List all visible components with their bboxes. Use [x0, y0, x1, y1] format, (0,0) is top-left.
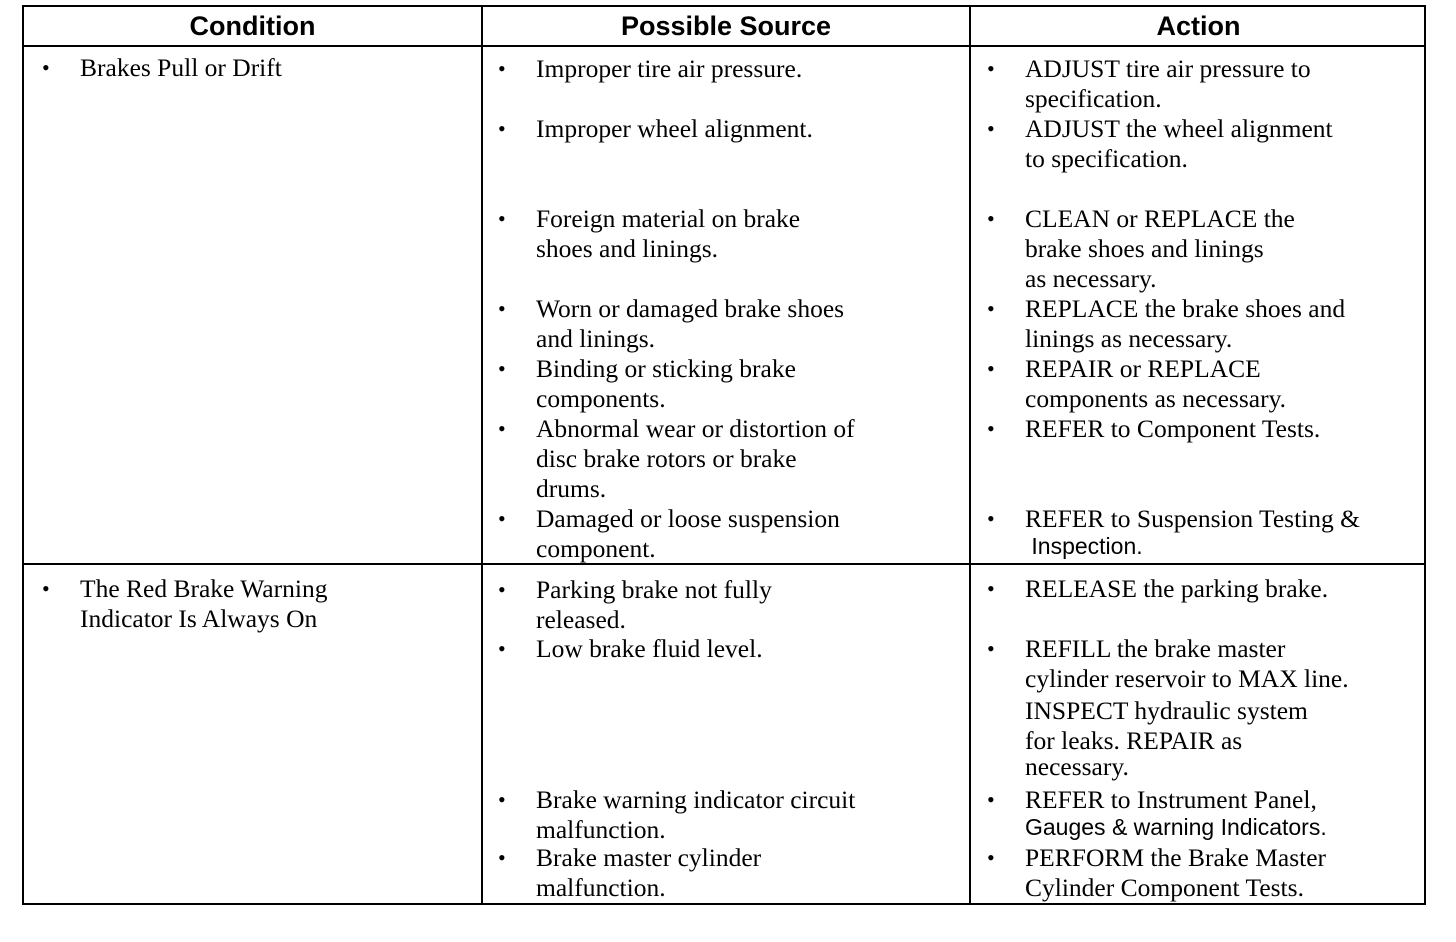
action-text: RELEASE the parking brake. — [1025, 574, 1329, 603]
action-item — [987, 785, 1327, 840]
source-text: Parking brake not fully — [536, 575, 772, 604]
bullet: • — [498, 416, 506, 441]
condition-cell — [42, 53, 282, 83]
action-text: INSPECT hydraulic system — [1025, 696, 1308, 725]
source-text: Worn or damaged brake shoes — [536, 294, 845, 323]
action-text: linings as necessary. — [1025, 324, 1233, 353]
header-condition: Condition — [189, 11, 316, 41]
action-text: specification. — [1025, 84, 1162, 113]
bullet: • — [987, 845, 995, 870]
source-item — [498, 575, 772, 635]
bullet: • — [498, 577, 506, 602]
bullet: • — [987, 56, 995, 81]
header-possible-source: Possible Source — [620, 11, 832, 41]
source-text: malfunction. — [536, 873, 666, 902]
action-text: components as necessary. — [1025, 384, 1287, 413]
source-text: disc brake rotors or brake — [536, 444, 797, 473]
action-text: REFER to Suspension Testing & — [1025, 504, 1360, 533]
source-item — [498, 54, 803, 84]
bullet: • — [987, 296, 995, 321]
condition-text: Indicator Is Always On — [80, 604, 318, 633]
action-item — [987, 204, 1295, 294]
bullet: • — [498, 56, 506, 81]
source-text: released. — [536, 605, 626, 634]
bullet: • — [498, 206, 506, 231]
action-text: as necessary. — [1025, 264, 1157, 293]
bullet: • — [987, 116, 995, 141]
action-text: necessary. — [1025, 752, 1129, 781]
bullet: • — [498, 356, 506, 381]
action-text: REFILL the brake master — [1025, 634, 1286, 663]
source-item — [498, 294, 845, 354]
column-divider — [969, 7, 971, 903]
bullet: • — [987, 356, 995, 381]
diagnosis-table — [22, 5, 1426, 905]
column-divider — [481, 7, 483, 903]
action-item — [987, 504, 1360, 559]
action-text: for leaks. REPAIR as — [1025, 726, 1243, 755]
action-text: CLEAN or REPLACE the — [1025, 204, 1295, 233]
source-item — [498, 843, 762, 903]
action-item — [987, 634, 1349, 782]
condition-text: The Red Brake Warning — [80, 574, 328, 603]
source-text: malfunction. — [536, 815, 666, 844]
bullet: • — [987, 206, 995, 231]
bullet: • — [498, 845, 506, 870]
bullet: • — [987, 506, 995, 531]
action-text: brake shoes and linings — [1025, 234, 1264, 263]
bullet: • — [987, 576, 995, 601]
bullet: • — [498, 116, 506, 141]
action-item — [987, 574, 1329, 604]
source-text: component. — [536, 534, 656, 563]
source-text: components. — [536, 384, 666, 413]
action-text: cylinder reservoir to MAX line. — [1025, 664, 1349, 693]
source-text: Binding or sticking brake — [536, 354, 796, 383]
source-text: and linings. — [536, 324, 655, 353]
action-text: Cylinder Component Tests. — [1025, 873, 1304, 902]
source-text: Damaged or loose suspension — [536, 504, 840, 533]
source-item — [498, 785, 856, 845]
action-item — [987, 843, 1327, 903]
source-item — [498, 114, 813, 144]
source-text: drums. — [536, 474, 607, 503]
bullet: • — [42, 55, 50, 80]
action-text: REPLACE the brake shoes and — [1025, 294, 1346, 323]
action-item — [987, 354, 1287, 414]
action-item — [987, 114, 1333, 174]
source-item — [498, 504, 840, 564]
source-text: Brake master cylinder — [536, 843, 762, 872]
bullet: • — [42, 576, 50, 601]
bullet: • — [498, 636, 506, 661]
condition-text: Brakes Pull or Drift — [80, 53, 282, 82]
bullet: • — [987, 416, 995, 441]
header-action: Action — [1156, 11, 1241, 41]
source-text: shoes and linings. — [536, 234, 719, 263]
action-text: REFER to Component Tests. — [1025, 414, 1321, 443]
action-text: PERFORM the Brake Master — [1025, 843, 1327, 872]
bullet: • — [498, 296, 506, 321]
bullet: • — [987, 787, 995, 812]
bullet: • — [498, 787, 506, 812]
bullet: • — [987, 636, 995, 661]
source-text: Foreign material on brake — [536, 204, 801, 233]
action-text: Inspection. — [1025, 533, 1143, 559]
bullet: • — [498, 506, 506, 531]
header-divider — [24, 45, 1424, 47]
action-item — [987, 414, 1321, 444]
action-text: REFER to Instrument Panel, — [1025, 785, 1317, 814]
action-item — [987, 294, 1346, 354]
source-text: Abnormal wear or distortion of — [536, 414, 855, 443]
action-item — [987, 54, 1311, 114]
source-item — [498, 354, 796, 414]
source-item — [498, 414, 855, 504]
source-text: Brake warning indicator circuit — [536, 785, 856, 814]
action-text: REPAIR or REPLACE — [1025, 354, 1261, 383]
action-text: ADJUST the wheel alignment — [1025, 114, 1333, 143]
source-text: Low brake fluid level. — [536, 634, 763, 663]
source-item — [498, 634, 763, 664]
source-text: Improper wheel alignment. — [536, 114, 813, 143]
action-text: to specification. — [1025, 144, 1188, 173]
action-text: ADJUST tire air pressure to — [1025, 54, 1311, 83]
source-item — [498, 204, 801, 264]
condition-cell — [42, 574, 328, 634]
action-text: Gauges & warning Indicators. — [1025, 814, 1327, 840]
source-text: Improper tire air pressure. — [536, 54, 803, 83]
